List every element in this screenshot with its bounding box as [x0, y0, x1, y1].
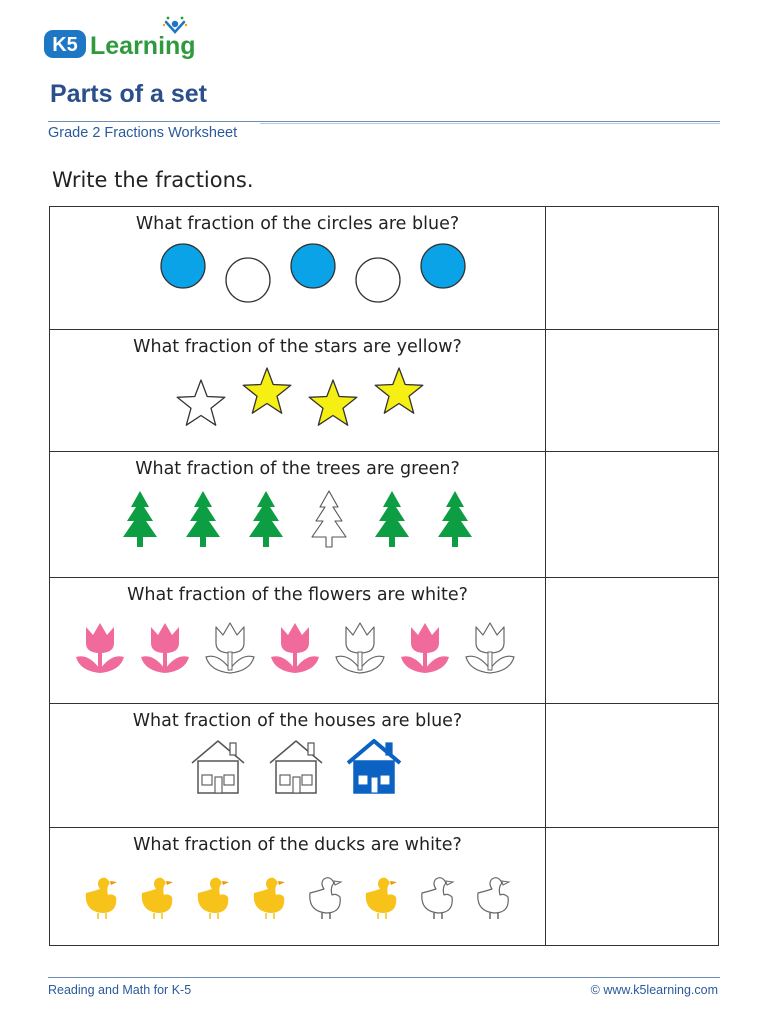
- tree-icon: [186, 491, 220, 547]
- tree-icon: [438, 491, 472, 547]
- question-row: [50, 704, 719, 828]
- question-cell: [50, 330, 546, 452]
- question-row: [50, 578, 719, 704]
- answer-box[interactable]: [546, 330, 719, 452]
- houses-row: [50, 735, 545, 819]
- question-cell: [50, 828, 546, 946]
- question-text: What fraction of the trees are green?: [135, 459, 460, 479]
- answer-box[interactable]: [546, 704, 719, 828]
- question-cell: [50, 452, 546, 578]
- trees-row: [50, 483, 545, 567]
- star-icon: [309, 380, 357, 425]
- circles-row: [50, 238, 545, 322]
- question-text: What fraction of the ducks are white?: [133, 835, 462, 855]
- tree-icon: [123, 491, 157, 547]
- answer-box[interactable]: [546, 207, 719, 330]
- question-cell: [50, 578, 546, 704]
- tree-icon: [249, 491, 283, 547]
- tulip-icon: [336, 623, 384, 673]
- tree-icon: [312, 491, 346, 547]
- header-divider: [48, 121, 720, 122]
- circle-icon: [291, 244, 335, 288]
- page-subtitle: Grade 2 Fractions Worksheet: [48, 125, 238, 141]
- circle-icon: [226, 258, 270, 302]
- star-icon: [375, 368, 423, 413]
- house-icon: [270, 741, 322, 793]
- tulip-icon: [76, 623, 124, 673]
- duck-icon: [142, 878, 173, 919]
- duck-icon: [198, 878, 229, 919]
- stars-row: [50, 361, 545, 445]
- duck-icon: [86, 878, 117, 919]
- tulip-icon: [206, 623, 254, 673]
- question-row: [50, 330, 719, 452]
- logo-badge-text: K5: [52, 34, 78, 56]
- answer-box[interactable]: [546, 452, 719, 578]
- question-text: What fraction of the circles are blue?: [135, 214, 460, 234]
- flowers-row: [50, 609, 545, 693]
- header-divider-light: [260, 123, 720, 124]
- circle-icon: [356, 258, 400, 302]
- duck-icon: [422, 878, 453, 919]
- k5-learning-logo: [42, 14, 212, 66]
- page-title: Parts of a set: [50, 80, 208, 108]
- question-text: What fraction of the stars are yellow?: [133, 337, 462, 357]
- question-text: What fraction of the houses are blue?: [132, 711, 463, 731]
- star-icon: [177, 380, 225, 425]
- worksheet-table: [49, 206, 719, 946]
- tulip-icon: [141, 623, 189, 673]
- question-row: [50, 828, 719, 946]
- answer-box[interactable]: [546, 578, 719, 704]
- tulip-icon: [271, 623, 319, 673]
- logo-wordmark: Learning: [90, 32, 196, 60]
- question-cell: [50, 704, 546, 828]
- ducks-row: [50, 859, 545, 939]
- question-text: What fraction of the flowers are white?: [127, 585, 468, 605]
- duck-icon: [310, 878, 341, 919]
- footer-divider: [48, 977, 720, 978]
- tulip-icon: [401, 623, 449, 673]
- question-row: [50, 207, 719, 330]
- star-icon: [243, 368, 291, 413]
- duck-icon: [254, 878, 285, 919]
- house-icon: [348, 741, 400, 793]
- circle-icon: [421, 244, 465, 288]
- tulip-icon: [466, 623, 514, 673]
- answer-box[interactable]: [546, 828, 719, 946]
- footer-tagline: Reading and Math for K-5: [48, 983, 192, 997]
- logo-figure-icon: [163, 17, 187, 32]
- circle-icon: [161, 244, 205, 288]
- tree-icon: [375, 491, 409, 547]
- question-cell: [50, 207, 546, 330]
- duck-icon: [478, 878, 509, 919]
- house-icon: [192, 741, 244, 793]
- footer-website: © www.k5learning.com: [590, 983, 718, 997]
- instruction-text: Write the fractions.: [52, 168, 254, 192]
- question-row: [50, 452, 719, 578]
- duck-icon: [366, 878, 397, 919]
